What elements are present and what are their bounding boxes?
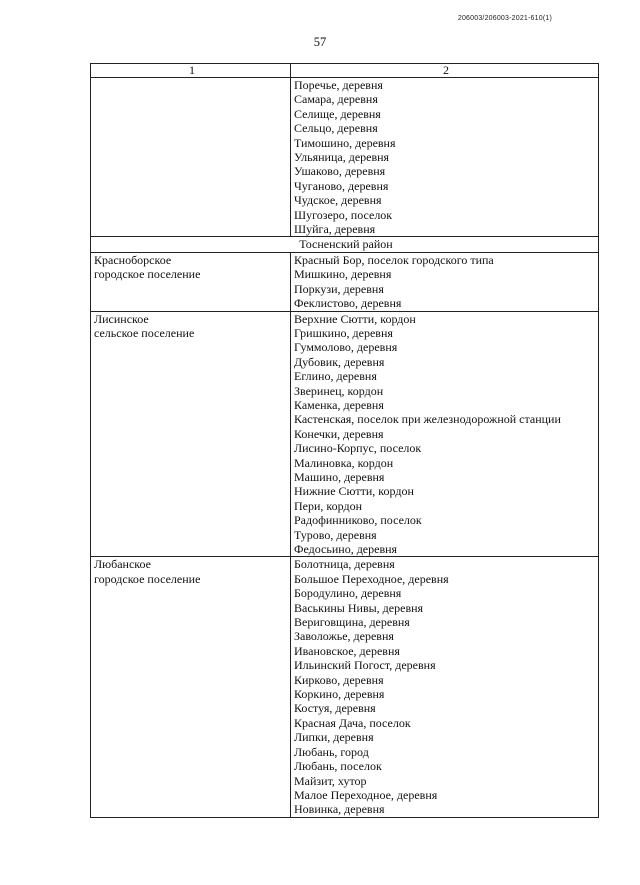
district-name-line: Любанское <box>94 557 151 572</box>
settlement-item: Бородулино, деревня <box>294 586 402 601</box>
settlement-item: Сельцо, деревня <box>294 121 378 136</box>
settlement-item: Гришкино, деревня <box>294 325 393 340</box>
settlement-list <box>291 78 599 237</box>
settlement-item: Ульяница, деревня <box>294 150 390 165</box>
settlement-item: Лисино-Корпус, поселок <box>294 441 422 456</box>
settlement-item: Новинка, деревня <box>294 802 385 817</box>
settlement-item: Костуя, деревня <box>294 701 376 716</box>
settlement-item: Любань, поселок <box>294 759 382 774</box>
settlement-item: Малиновка, кордон <box>294 455 394 470</box>
settlement-item: Нижние Сютти, кордон <box>294 484 414 499</box>
settlement-list <box>291 557 599 817</box>
district-name-line: городское поселение <box>94 267 201 282</box>
settlement-item: Кирково, деревня <box>294 672 384 687</box>
settlement-item: Радофинниково, поселок <box>294 513 422 528</box>
settlement-item: Федосьино, деревня <box>294 542 398 556</box>
settlement-item: Большое Переходное, деревня <box>294 571 449 586</box>
settlement-item: Кастенская, поселок при железнодорожной станции <box>294 412 561 427</box>
table-row <box>91 78 599 237</box>
settlement-item: Ивановское, деревня <box>294 643 400 658</box>
settlement-item: Селище, деревня <box>294 106 381 121</box>
settlement-item: Каменка, деревня <box>294 397 384 412</box>
settlement-item: Болотница, деревня <box>294 557 395 572</box>
settlement-item: Ушаково, деревня <box>294 164 386 179</box>
settlement-item: Ильинский Погост, деревня <box>294 658 436 673</box>
settlement-item: Турово, деревня <box>294 527 377 542</box>
settlement-list <box>291 252 599 311</box>
district-cell <box>91 311 291 557</box>
district-name-line: городское поселение <box>94 571 201 586</box>
district-name-line: Красноборское <box>94 252 172 267</box>
district-name-line: Лисинское <box>94 311 149 326</box>
settlement-item: Конечки, деревня <box>294 426 384 441</box>
settlement-item: Машино, деревня <box>294 469 385 484</box>
settlement-item: Майзит, хутор <box>294 773 367 788</box>
region-name: Тосненский район <box>91 237 599 252</box>
document-id: 206003/206003-2021-610(1) <box>457 15 552 22</box>
settlement-item: Зверинец, кордон <box>294 383 384 398</box>
settlement-item: Липки, деревня <box>294 730 374 745</box>
column-header-2: 2 <box>291 64 599 78</box>
settlement-item: Малое Переходное, деревня <box>294 787 438 802</box>
table-row <box>91 252 599 311</box>
settlement-item: Поркузи, деревня <box>294 281 384 296</box>
table-row <box>91 557 599 817</box>
settlement-item: Красная Дача, поселок <box>294 715 411 730</box>
settlement-item: Чудское, деревня <box>294 193 382 208</box>
settlement-item: Верхние Сютти, кордон <box>294 311 416 326</box>
region-row <box>91 237 599 252</box>
settlement-item: Самара, деревня <box>294 92 378 107</box>
settlement-item: Поречье, деревня <box>294 78 383 92</box>
settlement-item: Тимошино, деревня <box>294 135 396 150</box>
settlement-item: Шугозеро, поселок <box>294 207 393 222</box>
district-cell <box>91 252 291 311</box>
settlement-item: Мишкино, деревня <box>294 267 392 282</box>
district-cell <box>91 557 291 817</box>
table-row <box>91 311 599 557</box>
district-cell <box>91 78 291 237</box>
settlement-item: Феклистово, деревня <box>294 296 402 311</box>
column-header-1: 1 <box>91 64 291 78</box>
settlement-item: Красный Бор, поселок городского типа <box>294 252 494 267</box>
settlement-item: Пери, кордон <box>294 498 363 513</box>
settlement-item: Шуйга, деревня <box>294 222 376 237</box>
settlement-item: Васькины Нивы, деревня <box>294 600 424 615</box>
settlements-table <box>90 63 599 818</box>
settlement-item: Дубовик, деревня <box>294 354 385 369</box>
settlement-item: Еглино, деревня <box>294 369 377 384</box>
settlement-item: Вериговщина, деревня <box>294 615 410 630</box>
settlement-item: Заволожье, деревня <box>294 629 394 644</box>
settlement-list <box>291 311 599 557</box>
table-header-row <box>91 64 599 78</box>
page-number: 57 <box>313 35 327 49</box>
settlement-item: Коркино, деревня <box>294 687 385 702</box>
settlement-item: Чуганово, деревня <box>294 178 389 193</box>
settlement-item: Гуммолово, деревня <box>294 340 398 355</box>
settlement-item: Любань, город <box>294 744 369 759</box>
district-name-line: сельское поселение <box>94 325 195 340</box>
